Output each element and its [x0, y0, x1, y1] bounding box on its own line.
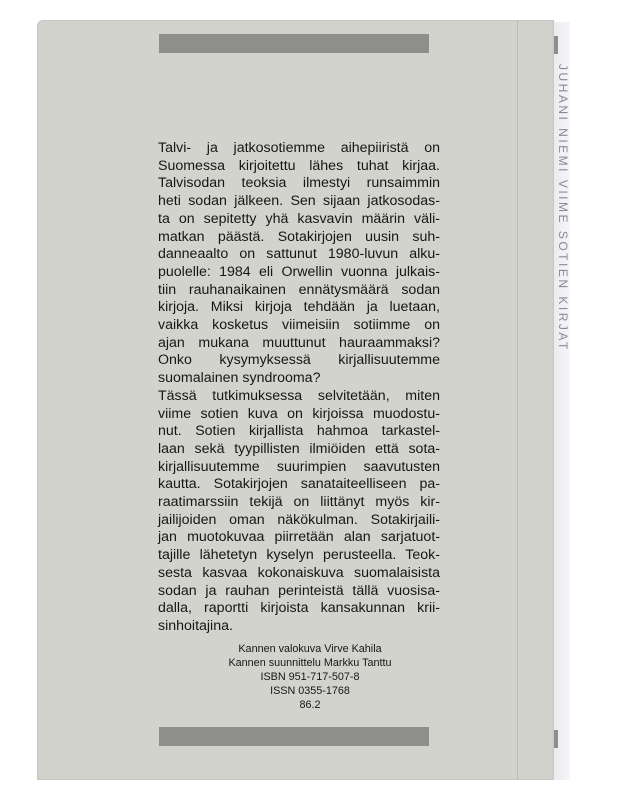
- design-credit: Kannen suunnittelu Markku Tanttu: [228, 657, 392, 669]
- blurb-line: heti sodan jälkeen. Sen sijaan jatkosodas-: [158, 193, 440, 210]
- blurb-line: puolelle: 1984 eli Orwellin vuonna julkais-: [158, 263, 440, 280]
- blurb-line: kirjoja. Miksi kirjoja tehdään ja luetaan,: [158, 299, 440, 316]
- blurb-line: ta on sepitetty yhä kasvavin määrin väli-: [158, 210, 440, 227]
- spine-top-mark: [554, 36, 558, 54]
- blurb-line: matkan päästä. Sotakirjojen uusin suh-: [158, 228, 440, 245]
- spine-title: JUHANI NIEMI VIIME SOTIEN KIRJAT: [556, 64, 570, 352]
- blurb-line: nut. Sotien kirjallista hahmoa tarkastel-: [158, 423, 440, 440]
- blurb-line: ajan mukana muuttunut hauraammaksi?: [158, 334, 440, 351]
- blurb-line: vaikka kosketus viimeisiin sotiimme on: [158, 317, 440, 334]
- blurb-line: jan muotokuvaa piirretään alan sarjatuot-: [158, 529, 440, 546]
- blurb-line: laan sekä tyypillisten ilmiöiden että sota-: [158, 440, 440, 457]
- blurb-line: kirjallisuutemme suurimpien saavutusten: [158, 458, 440, 475]
- blurb-line: Onko kysymyksessä kirjallisuutemme: [158, 352, 440, 369]
- cover-crease: [517, 20, 518, 780]
- classification: 86.2: [299, 699, 321, 711]
- blurb-line: Tässä tutkimuksessa selvitetään, miten: [158, 387, 440, 404]
- isbn: ISBN 951-717-507-8: [260, 671, 360, 683]
- blurb-line: jailijoiden oman näkökulman. Sotakirjaili-: [158, 511, 440, 528]
- issn: ISSN 0355-1768: [270, 685, 350, 697]
- blurb-line: sesta kasvaa kokonaiskuva suomalaisista: [158, 564, 440, 581]
- blurb-line: Talvisodan teoksia ilmestyi runsaimmin: [158, 175, 440, 192]
- blurb-line: tajille lähetetyn kyselyn perusteella. Teok-: [158, 547, 440, 564]
- blurb-line: danneaalto on sattunut 1980-luvun alku-: [158, 246, 440, 263]
- top-decorative-bar: [159, 34, 429, 53]
- blurb-line: sinhoitajina.: [158, 617, 233, 634]
- blurb-line: suomalainen syndrooma?: [158, 370, 321, 387]
- credits-block: [210, 642, 410, 712]
- blurb-line: dalla, raportti kirjoista kansakunnan krii-: [158, 600, 440, 617]
- blurb-line: kautta. Sotakirjojen sanataiteelliseen pa-: [158, 476, 440, 493]
- blurb-line: tiin rauhanaikainen ennätysmäärä sodan: [158, 281, 440, 298]
- blurb-line: raatimarssiin tekijä on liittänyt myös kir-: [158, 494, 440, 511]
- blurb-line: viime sotien kuva on kirjoissa muodostu-: [158, 405, 440, 422]
- bottom-decorative-bar: [159, 727, 429, 746]
- blurb-line: Suomessa kirjoitettu lähes tuhat kirjaa.: [158, 157, 440, 174]
- photo-credit: Kannen valokuva Virve Kahila: [238, 643, 382, 655]
- blurb-line: Talvi- ja jatkosotiemme aihepiiristä on: [158, 140, 440, 156]
- blurb-text: [158, 140, 440, 636]
- blurb-line: sodan ja rauhan perinteistä tällä vuosisa-: [158, 582, 440, 599]
- spine-bottom-mark: [554, 730, 558, 748]
